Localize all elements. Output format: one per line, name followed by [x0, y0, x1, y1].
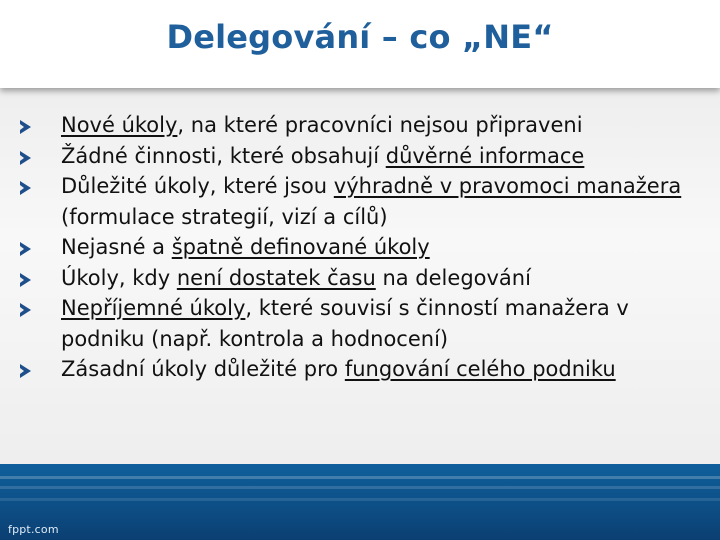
- arrow-bullet-icon: [20, 242, 31, 256]
- footer-stripe: [0, 476, 720, 479]
- footer-stripe: [0, 498, 720, 501]
- arrow-bullet-icon: [20, 120, 31, 134]
- slide-title: Delegování – co „NE“: [166, 18, 554, 56]
- bullet-text: (formulace strategií, vizí a cílů): [61, 204, 388, 229]
- bullet-text-underlined: Nepříjemné úkoly: [61, 296, 246, 320]
- bullet-text: na delegování: [375, 265, 531, 290]
- bullet-item: [10, 263, 716, 294]
- bullet-text: Úkoly, kdy: [61, 265, 177, 290]
- title-band: [0, 0, 720, 88]
- arrow-bullet-icon: [20, 273, 31, 287]
- bullet-text-underlined: důvěrné informace: [385, 143, 585, 168]
- bullet-text-underlined: špatně definované úkoly: [171, 235, 430, 259]
- footer-band: [0, 464, 720, 540]
- footer-stripe: [0, 486, 720, 489]
- bullet-text: Zásadní úkoly důležité pro: [61, 357, 345, 381]
- bullet-text-underlined: Nové úkoly: [61, 113, 178, 137]
- bullet-text: Nejasné a: [61, 235, 172, 259]
- bullet-item: [10, 171, 716, 232]
- arrow-bullet-icon: [20, 151, 31, 165]
- bullet-text-underlined: výhradně v pravomoci manažera: [333, 174, 682, 198]
- bullet-text: , které souvisí s činností manažera v podniku (např. kontrola a hodnocení): [61, 296, 629, 351]
- arrow-bullet-icon: [20, 181, 31, 195]
- bullet-list: [10, 110, 716, 385]
- arrow-bullet-icon: [20, 303, 31, 317]
- footer-watermark: fppt.com: [8, 523, 59, 536]
- bullet-item: [10, 354, 716, 385]
- arrow-bullet-icon: [20, 364, 31, 378]
- bullet-text-underlined: není dostatek času: [176, 265, 376, 290]
- bullet-text: Žádné činnosti, které obsahují: [61, 143, 386, 168]
- bullet-text-underlined: fungování celého podniku: [344, 357, 616, 381]
- bullet-text: Důležité úkoly, které jsou: [61, 174, 334, 198]
- bullet-text: , na které pracovníci nejsou připraveni: [177, 113, 583, 137]
- bullet-item: [10, 110, 716, 141]
- bullet-item: [10, 293, 716, 354]
- bullet-item: [10, 141, 716, 172]
- bullet-item: [10, 232, 716, 263]
